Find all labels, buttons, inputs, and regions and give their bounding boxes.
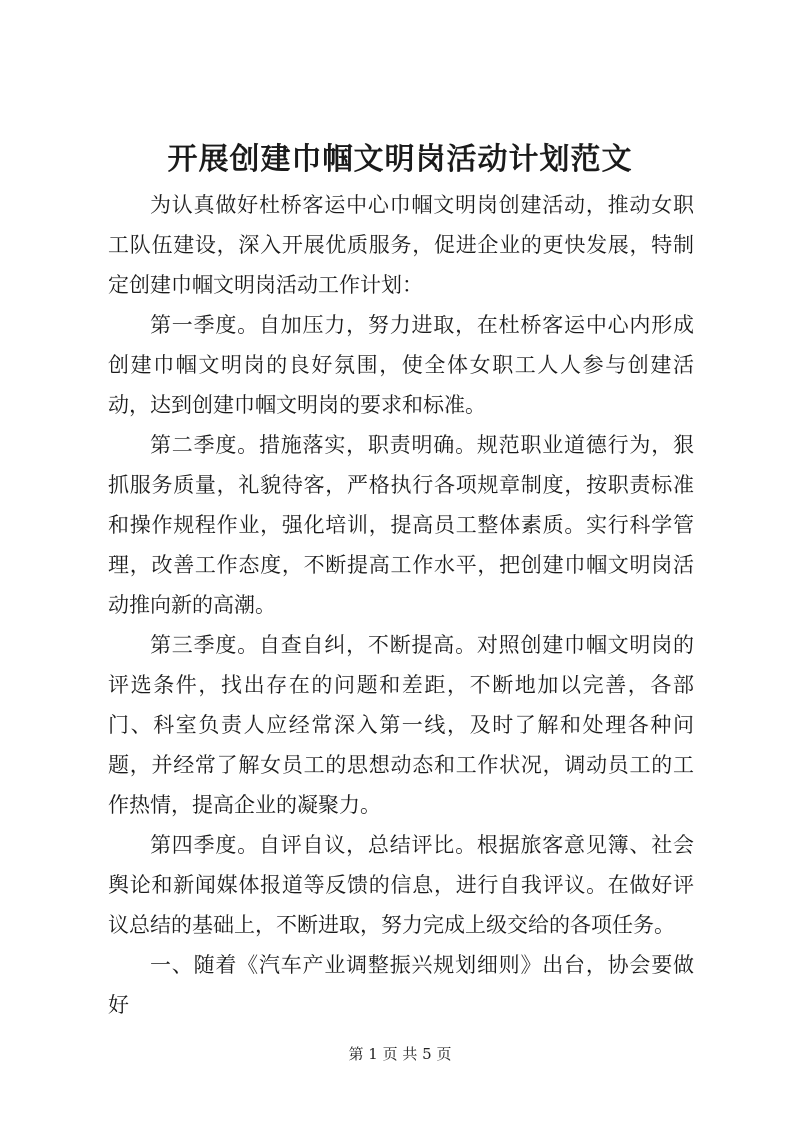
page-number-footer: 第 1 页 共 5 页 — [348, 1045, 452, 1063]
paragraph-section-one: 一、随着《汽车产业调整振兴规划细则》出台，协会要做好 — [108, 953, 694, 1017]
paragraph-intro: 为认真做好杜桥客运中心巾帼文明岗创建活动，推动女职工队伍建设，深入开展优质服务，促进企业的更快发展，特制定创建巾帼文明岗活动工作计划： — [108, 193, 694, 297]
paragraph-q2: 第二季度。措施落实，职责明确。规范职业道德行为，狠抓服务质量，礼貌待客，严格执行各项规章制度，按职责标准和操作规程作业，强化培训，提高员工整体素质。实行科学管理，改善工作态度，不断提高工作水平，把创建巾帼文明岗活动推向新的高潮。 — [108, 433, 694, 617]
paragraph-q1: 第一季度。自加压力，努力进取，在杜桥客运中心内形成创建巾帼文明岗的良好氛围，使全体女职工人人参与创建活动，达到创建巾帼文明岗的要求和标准。 — [108, 313, 694, 417]
document-body — [108, 185, 694, 1025]
paragraph-q4: 第四季度。自评自议，总结评比。根据旅客意见簿、社会舆论和新闻媒体报道等反馈的信息，进行自我评议。在做好评议总结的基础上，不断进取，努力完成上级交给的各项任务。 — [108, 833, 694, 937]
paragraph-q3: 第三季度。自查自纠，不断提高。对照创建巾帼文明岗的评选条件，找出存在的问题和差距，不断地加以完善，各部门、科室负责人应经常深入第一线，及时了解和处理各种问题，并经常了解女员工的思想动态和工作状况，调动员工的工作热情，提高企业的凝聚力。 — [108, 633, 694, 817]
document-title: 开展创建巾帼文明岗活动计划范文 — [167, 142, 633, 177]
